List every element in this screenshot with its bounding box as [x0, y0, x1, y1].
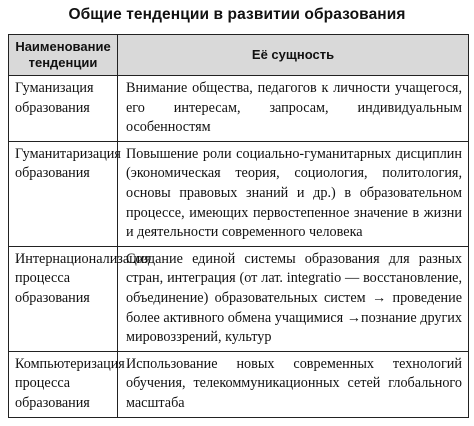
table-row [9, 141, 469, 246]
trend-essence: Использование новых современных технологий обучения, телекоммуникационных сетей глобального масштаба [118, 351, 469, 417]
table-header-row [9, 35, 469, 76]
trend-essence: Внимание общества, педагогов к личности учащегося, его интересам, запросам, индивидуальным особенностям [118, 76, 469, 142]
header-name: Наименование тенденции [9, 35, 118, 76]
trend-name: Гуманизация образования [9, 76, 118, 142]
table-row [9, 76, 469, 142]
table-row [9, 246, 469, 351]
trend-name: Гуманитаризация образования [9, 141, 118, 246]
trend-essence: Создание единой системы образования для разных стран, интеграция (от лат. integratio — восстановление, объединение) образовательных систем → проведение более активного обмена учащимися →познание других мировоззрений, культур [118, 246, 469, 351]
header-essence: Её сущность [118, 35, 469, 76]
trend-name: Интернационализация процесса образования [9, 246, 118, 351]
table-row [9, 351, 469, 417]
trend-name: Компьютеризация процесса образования [9, 351, 118, 417]
trends-table [8, 34, 469, 418]
trend-essence: Повышение роли социально-гуманитарных дисциплин (экономическая теория, социология, политология, основы правовых знаний и др.) в образовательном процессе, имеющих первостепенное значение в жизни и деятельности современного человека [118, 141, 469, 246]
page-title: Общие тенденции в развитии образования [68, 6, 406, 23]
